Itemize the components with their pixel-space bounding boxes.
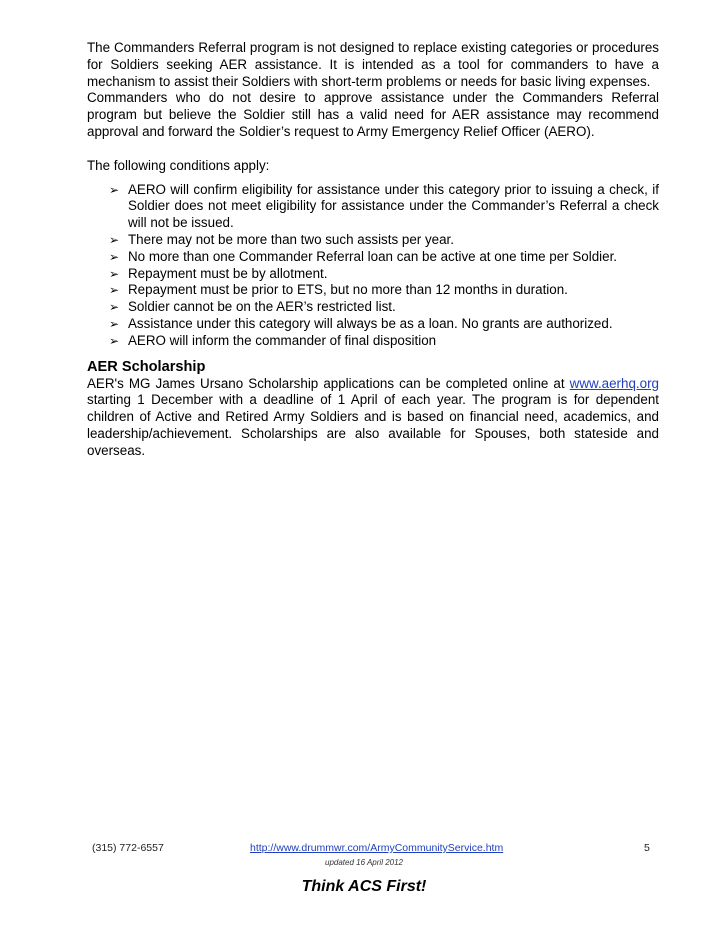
scholarship-heading: AER Scholarship: [87, 358, 206, 375]
list-item: ➢ No more than one Commander Referral loan can be active at one time per Soldier.: [109, 248, 618, 264]
arrowhead-bullet-icon: ➢: [109, 316, 120, 331]
list-item: ➢ Soldier cannot be on the AER’s restricted list.: [109, 299, 396, 315]
list-item: ➢ AERO will inform the commander of final disposition: [109, 332, 437, 348]
intro-paragraph-2: Commanders who do not desire to approve assistance under the Commanders Referral program but believe the Soldier still has a valid need for AER assistance may recommend approval and forward the Soldier’s request to Army Emergency Relief Officer (AERO).: [87, 90, 659, 139]
footer-phone: (315) 772-6557: [92, 842, 164, 854]
document-body: [87, 40, 659, 460]
intro-paragraph-1: The Commanders Referral program is not designed to replace existing categories or procedures for Soldiers seeking AER assistance. It is intended as a tool for commanders to have a mechanism to assist their Soldiers with short-term problems or needs for basic living expenses.: [87, 40, 659, 89]
list-item: ➢ Assistance under this category will always be as a loan. No grants are authorized.: [109, 315, 613, 331]
scholarship-paragraph: AER's MG James Ursano Scholarship applications can be completed online at www.aerhq.org starting 1 December with a deadline of 1 April of each year. The program is for dependent children of Active and Retired Army Soldiers and is based on financial need, academics, and leadership/achievement. Scholarships are also available for Spouses, both stateside and overseas.: [87, 375, 659, 458]
conditions-intro: The following conditions apply:: [87, 157, 270, 173]
arrowhead-bullet-icon: ➢: [109, 249, 120, 264]
page-footer: [0, 838, 728, 878]
arrowhead-bullet-icon: ➢: [109, 283, 120, 298]
conditions-list: [87, 182, 659, 350]
list-item: ➢ Repayment must be by allotment.: [109, 265, 328, 281]
list-item: ➢ AERO will confirm eligibility for assistance under this category prior to issuing a check, if Soldier does not meet eligibility for assistance under the Commander’s Referral a check will not be issued.: [109, 181, 659, 231]
footer-updated-date: updated 16 April 2012: [325, 858, 403, 867]
arrowhead-bullet-icon: ➢: [109, 266, 120, 281]
arrowhead-bullet-icon: ➢: [109, 300, 120, 315]
list-item: ➢ Repayment must be prior to ETS, but no more than 12 months in duration.: [109, 282, 568, 298]
slogan: Think ACS First!: [301, 878, 427, 895]
arrowhead-bullet-icon: ➢: [109, 333, 120, 348]
aerhq-link[interactable]: www.aerhq.org: [569, 375, 659, 391]
footer-url-link[interactable]: http://www.drummwr.com/ArmyCommunityService.htm: [250, 842, 504, 854]
arrowhead-bullet-icon: ➢: [109, 232, 120, 247]
arrowhead-bullet-icon: ➢: [109, 182, 120, 197]
page-number: 5: [644, 842, 650, 854]
list-item: ➢ There may not be more than two such assists per year.: [109, 231, 454, 247]
